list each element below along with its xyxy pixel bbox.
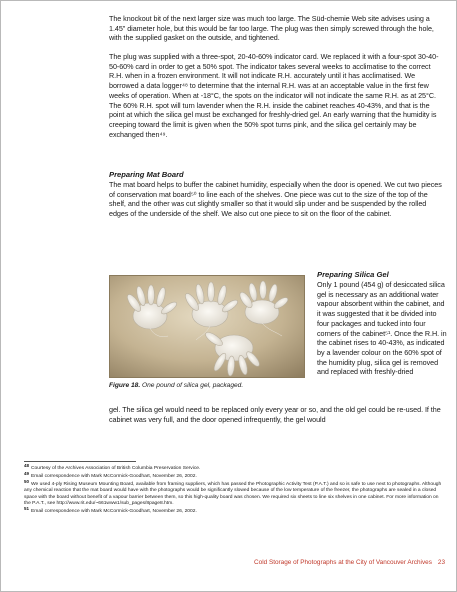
footnotes	[24, 463, 444, 517]
figure-caption-text: One pound of silica gel, packaged.	[142, 382, 244, 389]
footnote-48: $^{48}$Courtesy of the Archives Association of British Columbia Preservation Service.	[24, 463, 201, 471]
footnote-50: $^{50}$We used 4-ply Rising Museum Mounting Board, available from framing suppliers, which has passed the Photographic Activity Test (P.A.T.) and so is safe to use next to photographs. Although any chemical reaction that the mat board would have with the photographs would be significantly slowed because of the low temperature of the freezer, the photographs are sealed in a closed space with the board without benefit of a vapour barrier between them, so this high-quality board was chosen. We required six sheets to line six shelves in one cabinet. For more information on the P.A.T., see http://www.rit.edu/~661www1/sub_pages/8page8.htm.	[24, 478, 442, 507]
page-number: 23	[437, 559, 445, 566]
paragraph-knockout: The knockout bit of the next larger size was much too large. The Süd-chemie Web site advises using a 1.45" diameter hole, but this would be far too large. The plug was then simply screwed through the hole, with the supplied gasket on the outside, and tightened.	[109, 14, 434, 43]
running-footer-title: Cold Storage of Photographs at the City of Vancouver Archives	[254, 559, 432, 566]
footnote-divider	[24, 461, 136, 462]
figure-caption	[109, 382, 309, 390]
figure-photo-silica-gel-packages	[109, 275, 305, 378]
paragraph-indicator-card: The plug was supplied with a three-spot, 20-40-60% indicator card. We replaced it with a four-spot 30-40-50-60% card in order to get a 50% spot. The indicator takes several weeks to acclimatise to the correct R.H. when in a frozen environment. It will not indicate R.H. accurately until it has acclimatised. We borrowed a data logger⁴⁸ to determine that the internal R.H. was at an acceptable value in the first few weeks of operation. When at -18°C, the spots on the indicator will not indicate the same R.H. as at 25°C. The 60% R.H. spot will turn lavender when the R.H. inside the cabinet reaches 40-43%, and that is the point at which the silica gel must be exchanged for freshly-dried gel. An early warning that the humidity is creeping toward the limit is given when the 50% spot turns pink, and the silica gel certainly may be exchanged then⁴⁹.	[109, 52, 439, 139]
footnote-49: $^{49}$Email correspondence with Mark McCormick-Goodhart, November 26, 2002.	[24, 470, 197, 479]
figure-label: Figure 18.	[109, 382, 141, 389]
running-footer	[195, 559, 445, 566]
heading-silica-gel: Preparing Silica Gel	[317, 270, 389, 279]
paragraph-silica-gel-continued: gel. The silica gel would need to be replaced only every year or so, and the old gel could be re-used. If the cabinet was very full, and the door opened infrequently, the gel would	[109, 405, 441, 424]
paragraph-silica-gel-column: Only 1 pound (454 g) of desiccated silica gel is necessary as an additional water vapour absorbent within the cabinet, and it was suggested that it be divided into four packages and tucked into four corners of the cabinet⁵¹. Once the R.H. in the cabinet rises to 40-43%, as indicated by a lavender colour on the 60% spot of the humidity plug, silica gel is removed and replaced with freshly-dried	[317, 280, 447, 377]
footnote-51: $^{51}$Email correspondence with Mark McCormick-Goodhart, November 26, 2002.	[24, 505, 197, 514]
silica-gel-packages-illustration	[110, 276, 304, 377]
heading-mat-board: Preparing Mat Board	[109, 170, 184, 179]
paragraph-mat-board: The mat board helps to buffer the cabinet humidity, especially when the door is opened. We cut two pieces of conservation mat board⁵⁰ to line each of the shelves. One piece was cut to the size of the top of the shelf, and the other was cut slightly smaller so that it would slip under and be suspended by the rolled edges of the underside of the shelf. We also cut one piece to sit on the floor of the cabinet.	[109, 180, 442, 219]
